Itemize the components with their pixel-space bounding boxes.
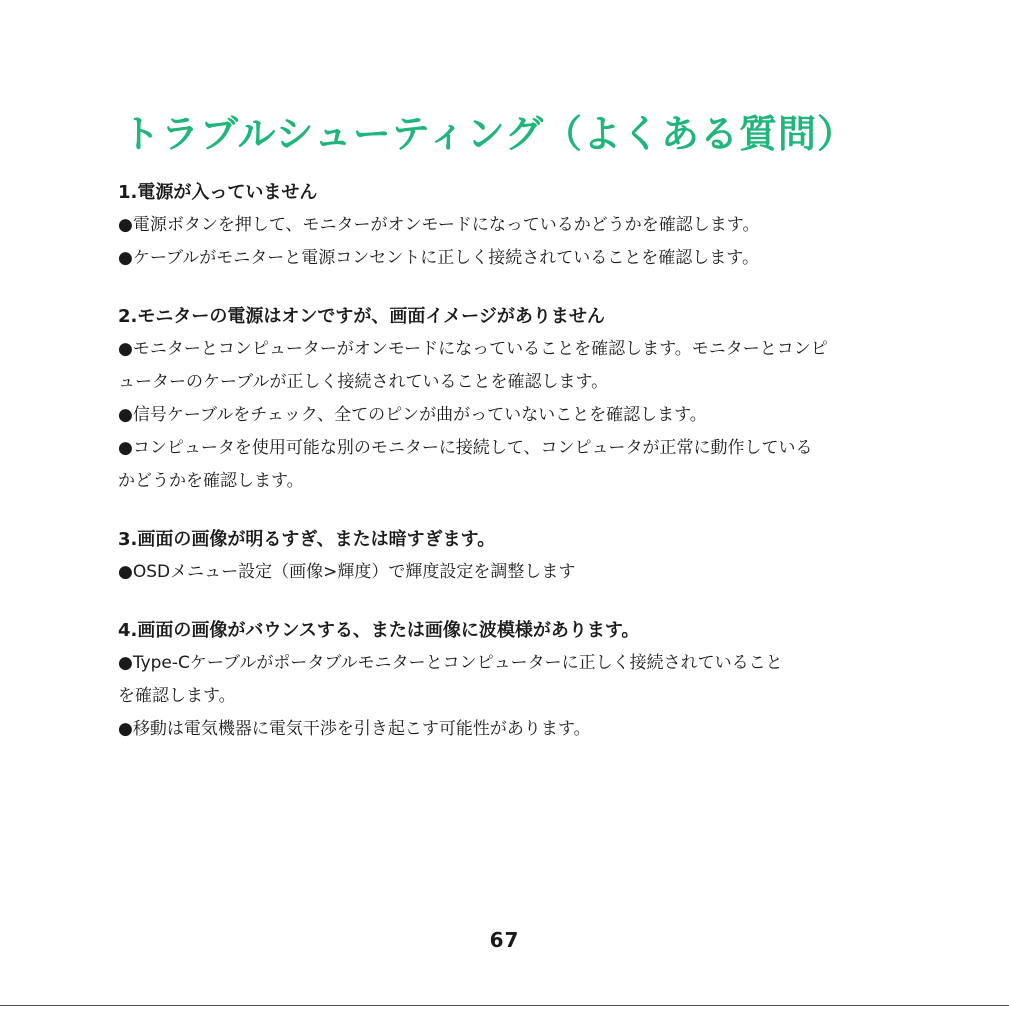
section-heading: 1.電源が入っていません [118, 182, 318, 203]
bullet-text: ●モニターとコンピューターがオンモードになっていることを確認します。モニターとコンピ [118, 339, 828, 359]
bullet-item [118, 556, 918, 589]
bullet-item [118, 399, 918, 432]
bullet-item [118, 242, 918, 275]
faq-section-1 [118, 176, 918, 275]
section-heading: 2.モニターの電源はオンですが、画面イメージがありません [118, 306, 605, 327]
faq-section-3 [118, 523, 918, 589]
bullet-text: ●信号ケーブルをチェック、全てのピンが曲がっていないことを確認します。 [118, 405, 707, 425]
bullet-text: ●電源ボタンを押して、モニターがオンモードになっているかどうかを確認します。 [118, 215, 760, 235]
bullet-item [118, 647, 918, 713]
bullet-text: ●OSDメニュー設定（画像>輝度）で輝度設定を調整します [118, 562, 576, 582]
bullet-text: を確認します。 [118, 686, 236, 706]
bullet-text: ●Type-Cケーブルがポータブルモニターとコンピューターに正しく接続されていること [118, 653, 783, 673]
bullet-item [118, 713, 918, 746]
bottom-divider [0, 1005, 1009, 1006]
faq-section-4 [118, 614, 918, 746]
page-title: トラブルシューティング（よくある質問） [122, 112, 856, 156]
section-heading: 3.画面の画像が明るすぎ、または暗すぎます。 [118, 529, 496, 550]
faq-content [118, 176, 918, 771]
bullet-item [118, 333, 918, 399]
section-heading: 4.画面の画像がバウンスする、または画像に波模様があります。 [118, 620, 640, 641]
faq-section-2 [118, 300, 918, 498]
bullet-item [118, 432, 918, 498]
bullet-text: かどうかを確認します。 [118, 471, 304, 491]
page-number: 67 [489, 928, 520, 952]
bullet-text: ューターのケーブルが正しく接続されていることを確認します。 [118, 372, 609, 392]
bullet-text: ●移動は電気機器に電気干渉を引き起こす可能性があります。 [118, 719, 591, 739]
bullet-text: ●ケーブルがモニターと電源コンセントに正しく接続されていることを確認します。 [118, 248, 759, 268]
bullet-text: ●コンピュータを使用可能な別のモニターに接続して、コンピュータが正常に動作している [118, 438, 813, 458]
bullet-item [118, 209, 918, 242]
